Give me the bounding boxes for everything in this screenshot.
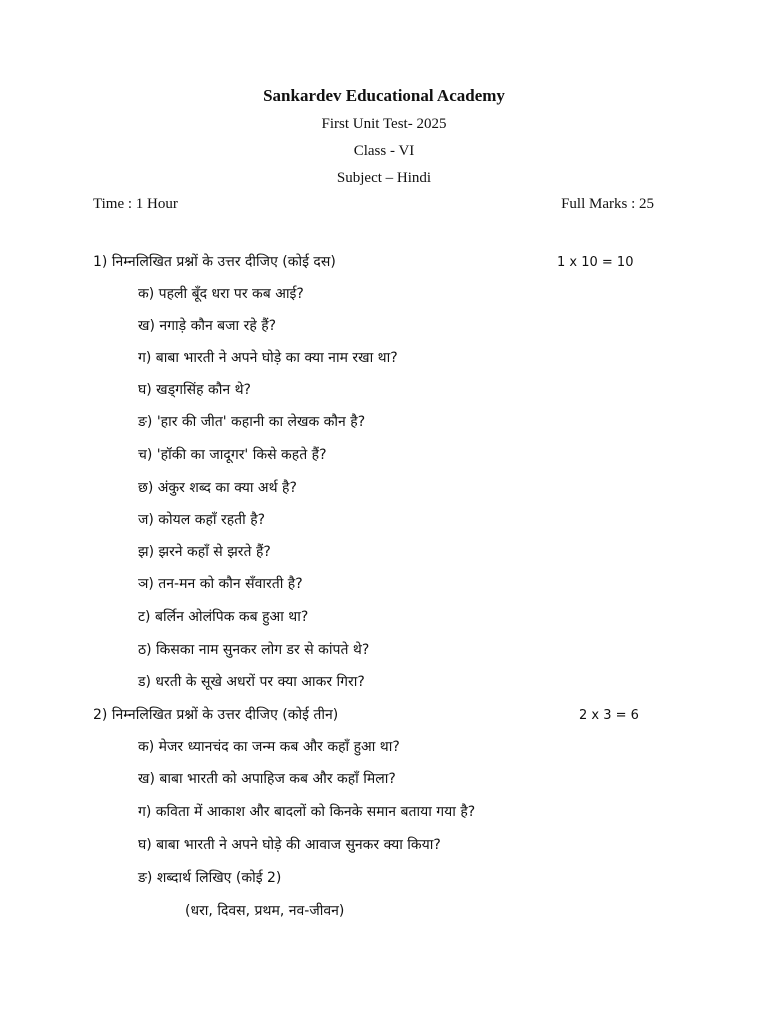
question-item: ट) बर्लिन ओलंपिक कब हुआ था? (138, 609, 309, 625)
question-item: ग) कविता में आकाश और बादलों को किनके समान बताया गया है? (138, 804, 476, 820)
question-item: छ) अंकुर शब्द का क्या अर्थ है? (138, 480, 297, 496)
question-item: झ) झरने कहाँ से झरते हैं? (138, 544, 271, 560)
question-item: ख) नगाड़े कौन बजा रहे हैं? (138, 318, 277, 334)
full-marks-label: Full Marks : 25 (561, 196, 654, 212)
section-1-marks: 1 x 10 = 10 (557, 255, 634, 270)
subject-label: Subject – Hindi (336, 170, 432, 186)
section-1-title: 1) निम्नलिखित प्रश्नों के उत्तर दीजिए (कोई दस) (93, 254, 336, 270)
section-2-title: 2) निम्नलिखित प्रश्नों के उत्तर दीजिए (कोई तीन) (93, 707, 339, 723)
question-item: ठ) किसका नाम सुनकर लोग डर से कांपते थे? (138, 642, 370, 658)
question-item: ड) धरती के सूखे अधरों पर क्या आकर गिरा? (138, 674, 365, 690)
word-list: (धरा, दिवस, प्रथम, नव-जीवन) (185, 903, 345, 919)
school-name: Sankardev Educational Academy (263, 86, 505, 105)
class-label: Class - VI (353, 143, 415, 159)
question-item: ख) बाबा भारती को अपाहिज कब और कहाँ मिला? (138, 771, 396, 787)
question-item: ग) बाबा भारती ने अपने घोड़े का क्या नाम रखा था? (138, 350, 398, 366)
question-item: क) पहली बूँद धरा पर कब आई? (138, 286, 304, 302)
question-item: घ) खड्गसिंह कौन थे? (138, 382, 251, 398)
question-item: च) 'हॉकी का जादूगर' किसे कहते हैं? (138, 447, 327, 463)
time-label: Time : 1 Hour (93, 196, 178, 212)
question-item: घ) बाबा भारती ने अपने घोड़े की आवाज सुनकर क्या किया? (138, 837, 441, 853)
test-name: First Unit Test- 2025 (321, 116, 447, 132)
question-item: ङ) 'हार की जीत' कहानी का लेखक कौन है? (138, 414, 366, 430)
question-item: ञ) तन-मन को कौन सँवारती है? (138, 576, 303, 592)
question-item: क) मेजर ध्यानचंद का जन्म कब और कहाँ हुआ था? (138, 739, 400, 755)
question-item: ज) कोयल कहाँ रहती है? (138, 512, 266, 528)
question-item: ङ) शब्दार्थ लिखिए (कोई 2) (138, 870, 282, 886)
section-2-marks: 2 x 3 = 6 (579, 708, 639, 723)
